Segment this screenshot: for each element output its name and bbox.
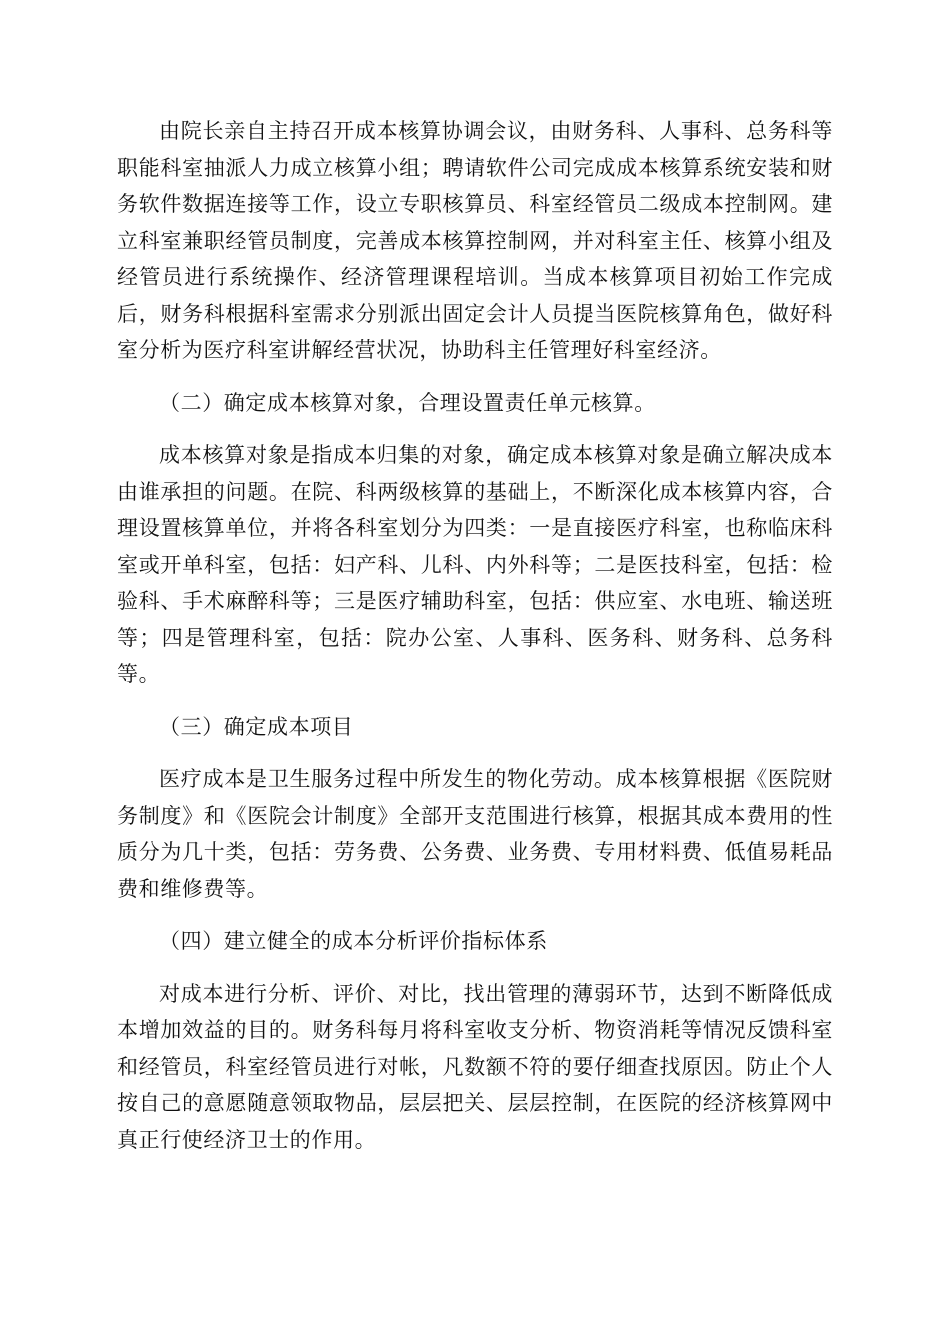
section-heading-2: （二）确定成本核算对象，合理设置责任单元核算。 [159,390,656,415]
paragraph-accounting-organization: 由院长亲自主持召开成本核算协调会议，由财务科、人事科、总务科等职能科室抽派人力成立核算小组；聘请软件公司完成成本核算系统安装和财务软件数据连接等工作，设立专职核算员、科室经管员二级成本控制网。建立科室兼职经管员制度，完善成本核算控制网，并对科室主任、核算小组及经管员进行系统操作、经济管理课程培训。当成本核算项目初始工作完成后，财务科根据科室需求分别派出固定会计人员提当医院核算角色，做好科室分析为医疗科室讲解经营状况，协助科主任管理好科室经济。 [117,119,833,362]
paragraph-accounting-objects: 成本核算对象是指成本归集的对象，确定成本核算对象是确立解决成本由谁承担的问题。在院、科两级核算的基础上，不断深化成本核算内容，合理设置核算单位，并将各科室划分为四类：一是直接医疗科室，也称临床科室或开单科室，包括：妇产科、儿科、内外科等；二是医技科室，包括：检验科、手术麻醉科等；三是医疗辅助科室，包括：供应室、水电班、输送班等；四是管理科室，包括：院办公室、人事科、医务科、财务科、总务科等。 [117,443,833,686]
section-heading-4: （四）建立健全的成本分析评价指标体系 [159,929,548,953]
paragraph-cost-items: 医疗成本是卫生服务过程中所发生的物化劳动。成本核算根据《医院财务制度》和《医院会计制度》全部开支范围进行核算，根据其成本费用的性质分为几十类，包括：劳务费、公务费、业务费、专用材料费、低值易耗品费和维修费等。 [117,767,833,901]
paragraph-cost-analysis: 对成本进行分析、评价、对比，找出管理的薄弱环节，达到不断降低成本增加效益的目的。财务科每月将科室收支分析、物资消耗等情况反馈科室和经管员，科室经管员进行对帐，凡数额不符的要仔细查找原因。防止个人按自己的意愿随意领取物品，层层把关、层层控制，在医院的经济核算网中真正行使经济卫士的作用。 [117,981,833,1152]
section-heading-3: （三）确定成本项目 [159,714,354,739]
document-body [117,113,833,1174]
